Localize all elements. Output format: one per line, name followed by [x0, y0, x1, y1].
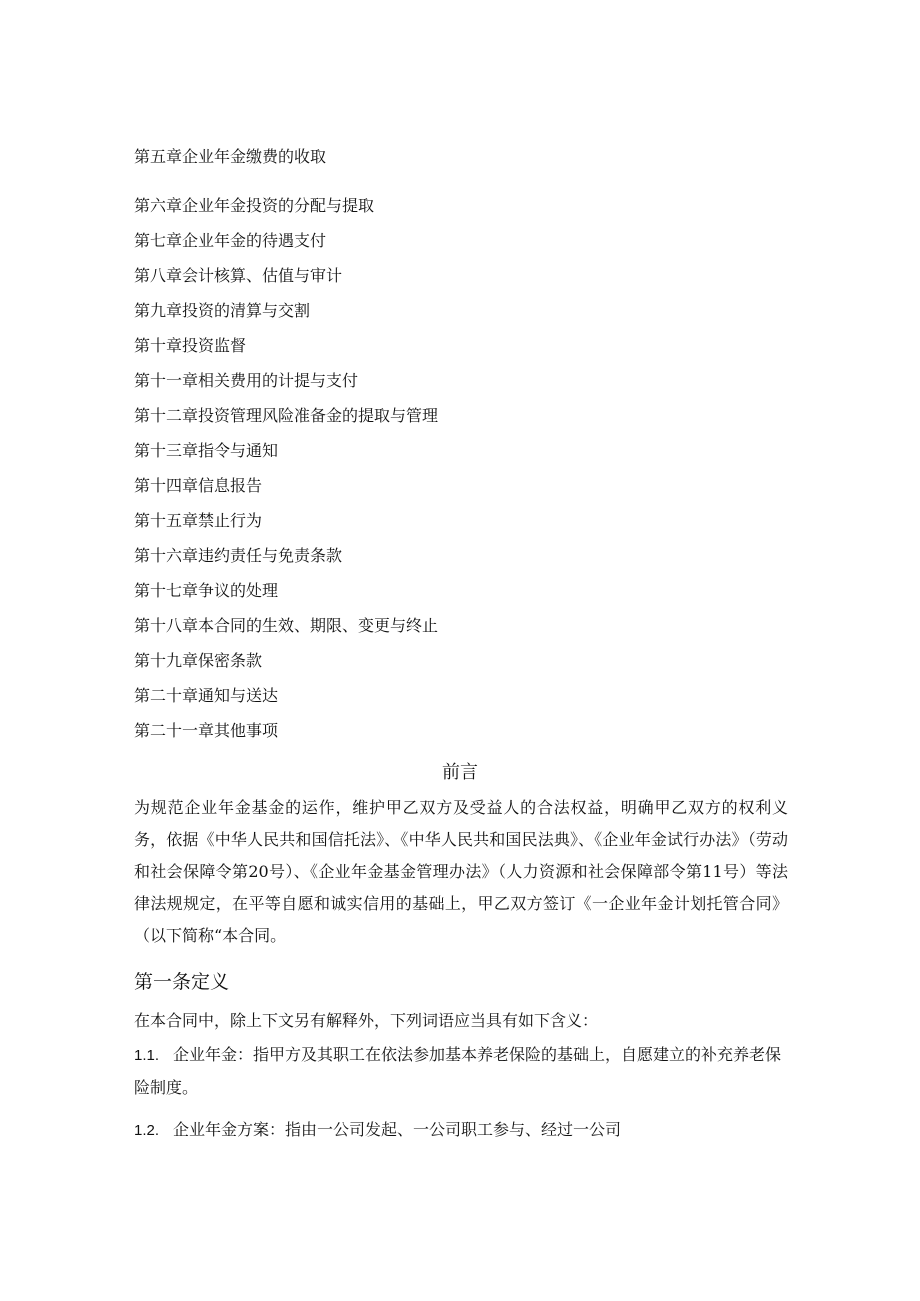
preface-heading: 前言 [442, 762, 478, 783]
preface-paragraph: 为规范企业年金基金的运作，维护甲乙双方及受益人的合法权益，明确甲乙双方的权利义务，依据《中华人民共和国信托法》、《中华人民共和国民法典》、《企业年金试行办法》（劳动和社会保障令第20号）、《企业年金基金管理办法》（人力资源和社会保障部令第11号）等法律法规规定，在平等自愿和诚实信用的基础上，甲乙双方签订《一企业年金计划托管合同》（以下简称“本合同。 [134, 798, 788, 945]
toc-item: 第十四章信息报告 [134, 476, 263, 495]
article-intro: 在本合同中，除上下文另有解释外，下列词语应当具有如下含义： [134, 1011, 599, 1030]
toc-item: 第八章会计核算、估值与审计 [134, 266, 343, 285]
toc-item: 第十章投资监督 [134, 336, 247, 355]
toc-item: 第十八章本合同的生效、期限、变更与终止 [134, 616, 439, 635]
toc-item: 第十一章相关费用的计提与支付 [134, 371, 359, 390]
toc-item: 第十五章禁止行为 [134, 511, 263, 530]
clause-number: 1.1. [134, 1047, 160, 1064]
toc-item: 第六章企业年金投资的分配与提取 [134, 196, 375, 215]
clause-item [134, 1039, 790, 1104]
table-of-contents [134, 146, 794, 755]
clause-number: 1.2. [134, 1122, 160, 1139]
toc-item: 第七章企业年金的待遇支付 [134, 231, 327, 250]
toc-item: 第十七章争议的处理 [134, 581, 279, 600]
article-heading: 第一条定义 [134, 971, 230, 993]
toc-item: 第五章企业年金缴费的收取 [134, 147, 327, 166]
clause-text: 企业年金方案：指由一公司发起、一公司职工参与、经过一公司 [173, 1120, 622, 1139]
clause-text: 企业年金：指甲方及其职工在依法参加基本养老保险的基础上，自愿建立的补充养老保险制度。 [134, 1045, 782, 1097]
toc-item: 第十九章保密条款 [134, 651, 263, 670]
toc-item: 第十三章指令与通知 [134, 441, 279, 460]
toc-item: 第二十章通知与送达 [134, 686, 279, 705]
toc-item: 第十六章违约责任与免责条款 [134, 546, 343, 565]
toc-item: 第二十一章其他事项 [134, 721, 279, 740]
toc-item: 第九章投资的清算与交割 [134, 301, 311, 320]
toc-item: 第十二章投资管理风险准备金的提取与管理 [134, 406, 439, 425]
clause-item [134, 1114, 790, 1147]
